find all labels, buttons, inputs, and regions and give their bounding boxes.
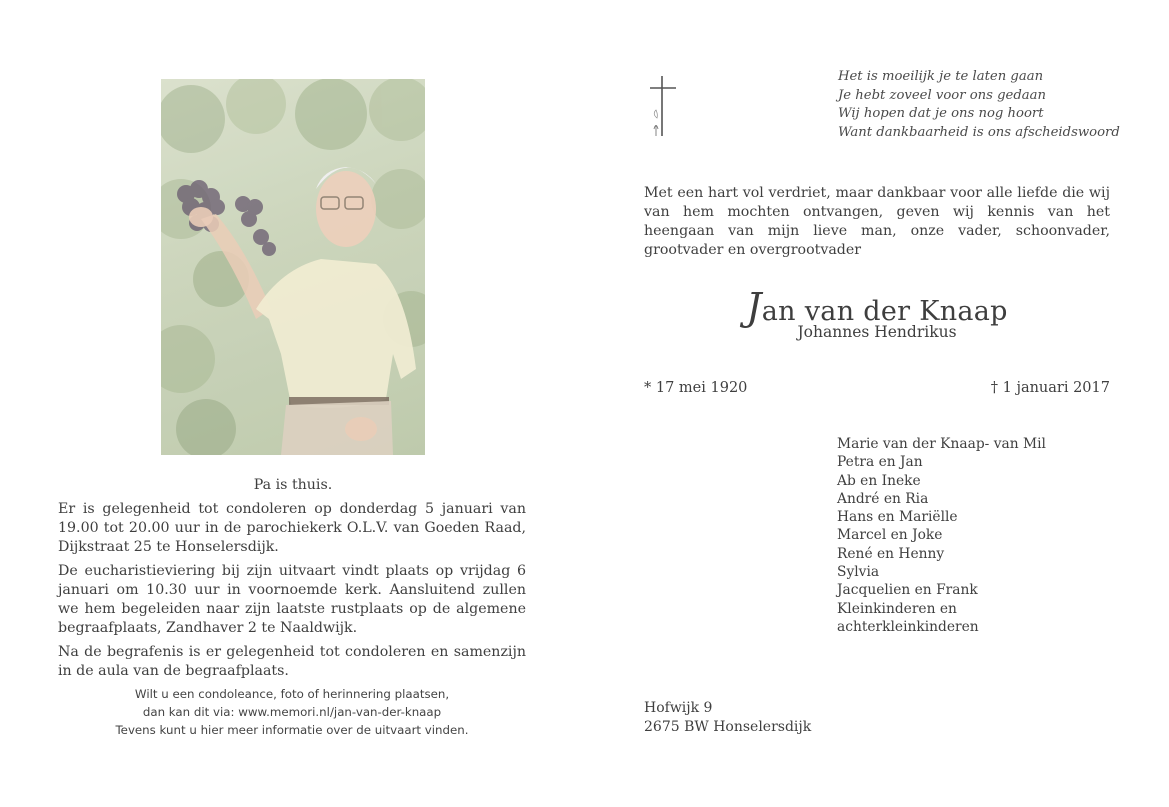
family-member: Hans en Mariëlle: [837, 509, 958, 526]
address-street: Hofwijk 9: [644, 700, 713, 716]
funeral-paragraph: De eucharistieviering bij zijn uitvaart vindt plaats op vrijdag 6 januari om 10.30 uur in voornoemde kerk. Aansluitend zullen we hem begeleiden naar zijn laatste rustplaats op de algemene begraafplaats, Zandhaver 2 te Naaldwijk.: [58, 563, 526, 636]
poem-line-1: Het is moeilijk je te laten gaan: [838, 69, 1044, 84]
family-member: Marcel en Joke: [837, 527, 943, 544]
family-member: René en Henny: [837, 545, 945, 562]
family-member: André en Ria: [837, 490, 929, 507]
birth-date: * 17 mei 1920: [644, 380, 748, 396]
family-list: [837, 435, 1046, 636]
family-member: achterkleinkinderen: [837, 618, 979, 635]
cross-icon: [648, 74, 678, 142]
deceased-name-initial: J: [746, 285, 762, 329]
family-member: Sylvia: [837, 564, 880, 581]
online-condolence-note: [58, 685, 526, 739]
poem-line-3: Wij hopen dat je ons nog hoort: [838, 106, 1044, 121]
family-member: Petra en Jan: [837, 454, 923, 471]
deceased-name-rest: an van der Knaap: [761, 296, 1008, 327]
footer-line-2: dan kan dit via: www.memori.nl/jan-van-der-knaap: [142, 705, 442, 719]
poem-line-2: Je hebt zoveel voor ons gedaan: [838, 87, 1046, 103]
family-member: Ab en Ineke: [837, 472, 921, 489]
condolence-paragraph: Er is gelegenheid tot condoleren op donderdag 5 januari van 19.00 tot 20.00 uur in de parochiekerk O.L.V. van Goeden Raad, Dijkstraat 25 te Honselersdijk.: [58, 501, 526, 555]
death-date: † 1 januari 2017: [990, 380, 1110, 396]
address-city: 2675 BW Honselersdijk: [644, 719, 812, 735]
family-member: Jacquelien en Frank: [837, 582, 978, 599]
footer-line-3: Tevens kunt u hier meer informatie over de uitvaart vinden.: [115, 723, 469, 737]
photo-caption: Pa is thuis.: [253, 477, 333, 493]
family-member: Marie van der Knaap- van Mil: [837, 436, 1046, 452]
after-funeral-paragraph: Na de begrafenis is er gelegenheid tot condoleren en samenzijn in de aula van de begraafplaats.: [58, 644, 526, 679]
poem: [838, 68, 1120, 142]
announcement-intro: Met een hart vol verdriet, maar dankbaar voor alle liefde die wij van hem mochten ontvangen, geven wij kennis van het heengaan van mijn lieve man, onze vader, schoonvader, grootvader en overgrootvader: [644, 185, 1110, 258]
portrait-photo: [161, 79, 425, 455]
portrait-illustration: [161, 79, 425, 455]
poem-line-4: Want dankbaarheid is ons afscheidswoord: [838, 124, 1120, 140]
correspondence-address: [644, 699, 811, 737]
footer-line-1: Wilt u een condoleance, foto of herinnering plaatsen,: [134, 687, 450, 701]
given-names: Johannes Hendrikus: [797, 323, 957, 341]
family-member: Kleinkinderen en: [837, 600, 957, 617]
